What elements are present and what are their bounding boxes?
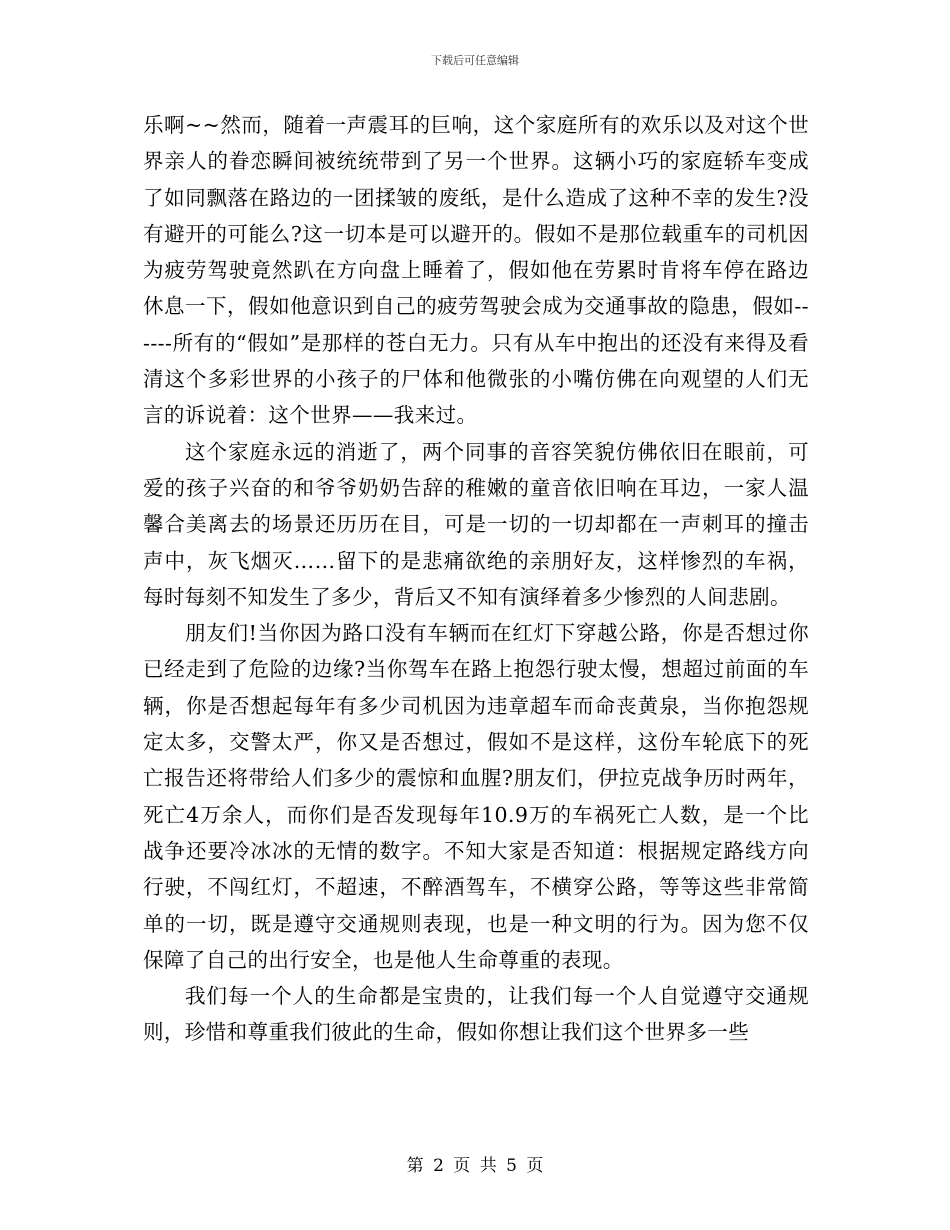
page-footer: 第 2 页 共 5 页 xyxy=(406,1156,544,1176)
paragraph-1: 乐啊~~然而，随着一声震耳的巨响，这个家庭所有的欢乐以及对这个世界亲人的眷恋瞬间被统统带到了另一个世界。这辆小巧的家庭轿车变成了如同飘落在路边的一团揉皱的废纸，是什么造成了这种不幸的发生?没有避开的可能么?这一切本是可以避开的。假如不是那位载重车的司机因为疲劳驾驶竟然趴在方向盘上睡着了，假如他在劳累时肯将车停在路边休息一下，假如他意识到自己的疲劳驾驶会成为交通事故的隐患，假如------所有的“假如”是那样的苍白无力。只有从车中抱出的还没有来得及看清这个多彩世界的小孩子的尸体和他微张的小嘴仿佛在向观望的人们无言的诉说着：这个世界——我来过。 xyxy=(143,113,809,428)
paragraph-2: 这个家庭永远的消逝了，两个同事的音容笑貌仿佛依旧在眼前，可爱的孩子兴奋的和爷爷奶奶告辞的稚嫩的童音依旧响在耳边，一家人温馨合美离去的场景还历历在目，可是一切的一切却都在一声刺耳的撞击声中，灰飞烟灭……留下的是悲痛欲绝的亲朋好友，这样惨烈的车祸，每时每刻不知发生了多少，背后又不知有演绎着多少惨烈的人间悲剧。 xyxy=(143,439,809,609)
page-header: 下载后可任意编辑 xyxy=(431,54,519,67)
paragraph-3: 朋友们!当你因为路口没有车辆而在红灯下穿越公路，你是否想过你已经走到了危险的边缘?当你驾车在路上抱怨行驶太慢，想超过前面的车辆，你是否想起每年有多少司机因为违章超车而命丧黄泉，当你抱怨规定太多，交警太严，你又是否想过，假如不是这样，这份车轮底下的死亡报告还将带给人们多少的震惊和血腥?朋友们，伊拉克战争历时两年，死亡4万余人，而你们是否发现每年10.9万的车祸死亡人数，是一个比战争还要冷冰冰的无情的数字。不知大家是否知道：根据规定路线方向行驶，不闯红灯，不超速，不醉酒驾车，不横穿公路，等等这些非常简单的一切，既是遵守交通规则表现，也是一种文明的行为。因为您不仅保障了自己的出行安全，也是他人生命尊重的表现。 xyxy=(143,621,809,972)
paragraph-4: 我们每一个人的生命都是宝贵的，让我们每一个人自觉遵守交通规则，珍惜和尊重我们彼此的生命，假如你想让我们这个世界多一些 xyxy=(143,984,809,1045)
document-body xyxy=(143,107,809,1051)
